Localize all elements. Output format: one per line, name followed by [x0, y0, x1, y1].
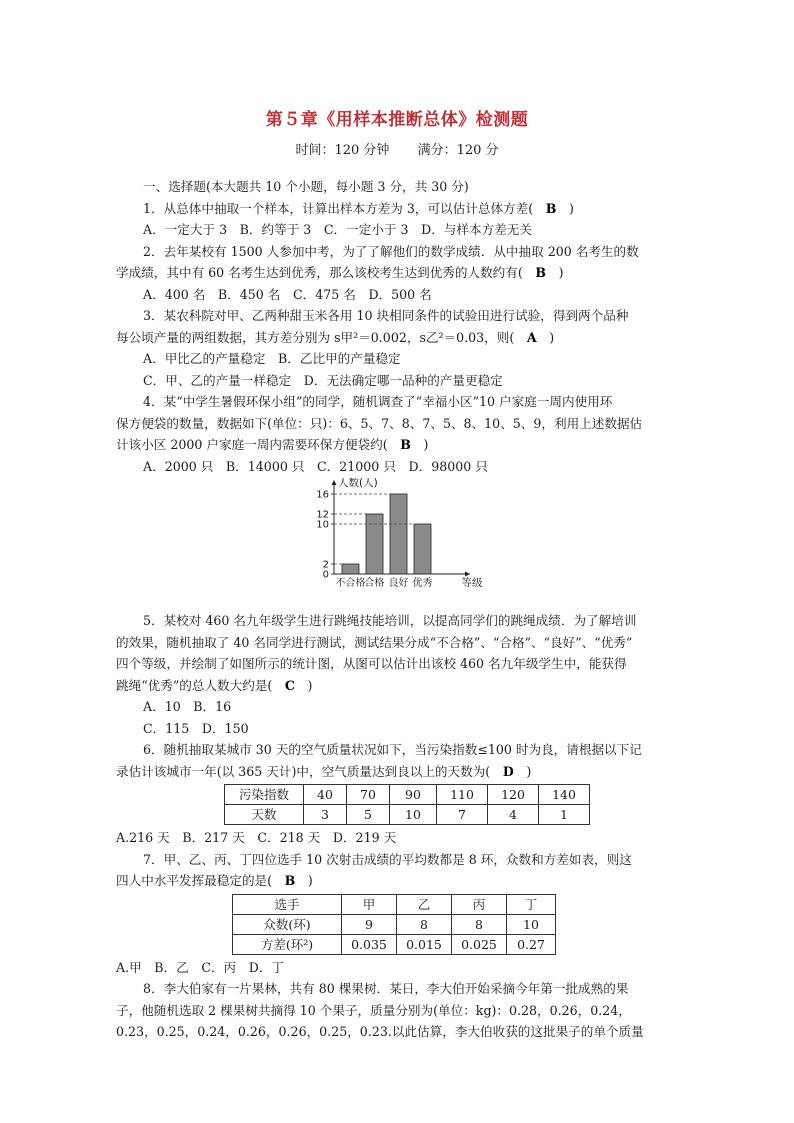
question-5-stem-line2: 的效果，随机抽取了 40 名同学进行测试，测试结果分成“不合格”、“合格”、“良好”、“优秀”	[116, 634, 633, 650]
table-cell: 0.035	[342, 934, 397, 954]
table-row	[233, 914, 556, 934]
question-6-answer: D	[502, 763, 514, 779]
bar-优秀	[414, 524, 431, 574]
bar-不合格	[342, 564, 359, 574]
question-6-stem-line2	[116, 761, 681, 783]
y-tick-label: 2	[322, 559, 329, 571]
question-1-stem	[116, 198, 681, 220]
question-7-stem-line2	[116, 870, 681, 892]
bar-chart	[312, 478, 512, 606]
table-cell: 丙	[452, 894, 507, 914]
question-6-options: A.216 天 B．217 天 C．218 天 D．219 天	[116, 830, 397, 845]
table-cell: 5	[347, 805, 390, 825]
question-8-stem-line2: 子，他随机选取 2 棵果树共摘得 10 个果子，质量分别为(单位：kg)：0.28，0.26，0.24，	[116, 1002, 631, 1018]
paren-close: )	[307, 873, 313, 888]
shooting-table	[232, 894, 556, 955]
bar-合格	[366, 514, 383, 574]
table-cell: 丁	[507, 894, 556, 914]
table-cell: 甲	[342, 894, 397, 914]
table-cell: 8	[452, 914, 507, 934]
question-2-stem-line1: 2．去年某校有 1500 人参加中考，为了了解他们的数学成绩．从中抽取 200 名考生的数	[143, 243, 639, 259]
table-cell: 10	[507, 914, 556, 934]
paren-close: )	[307, 677, 313, 693]
question-3-options-1: A．甲比乙的产量稳定 B．乙比甲的产量稳定	[143, 351, 401, 366]
question-3-answer: A	[526, 329, 537, 345]
y-axis-arrow	[332, 480, 337, 485]
question-7-answer: B	[284, 873, 296, 888]
question-7-text: 四人中水平发挥最稳定的是(	[116, 873, 273, 888]
table-cell: 污染指数	[225, 785, 304, 805]
question-7-options: A.甲 B．乙 C．丙 D．丁	[116, 959, 285, 975]
x-axis-label: 等级	[461, 577, 483, 589]
table-cell: 4	[488, 805, 539, 825]
question-5-stem-line1: 5．某校对 460 名九年级学生进行跳绳技能培训，以提高同学们的跳绳成绩．为了解培训	[143, 613, 637, 628]
table-cell: 70	[347, 785, 390, 805]
question-7-stem-line1: 7．甲、乙、丙、丁四位选手 10 次射击成绩的平均数都是 8 环，众数和方差如表，则这	[143, 851, 632, 867]
table-cell: 3	[304, 805, 347, 825]
question-1-answer: B	[545, 200, 557, 216]
y-axis-label: 人数(人)	[338, 478, 378, 489]
question-4-stem-line1: 4．某“中学生暑假环保小组”的同学，随机调查了“幸福小区”10 户家庭一周内使用环	[143, 394, 613, 409]
table-cell: 0.015	[397, 934, 452, 954]
time-limit: 时间：120 分钟	[295, 143, 390, 158]
question-8-stem-line1: 8．李大伯家有一片果林，共有 80 棵果树．某日，李大伯开始采摘今年第一批成熟的果	[143, 981, 629, 996]
table-cell: 乙	[397, 894, 452, 914]
table-cell: 10	[390, 805, 437, 825]
question-3-text: 每公顷产量的两组数据，其方差分别为 s甲²＝0.002，s乙²＝0.03，则(	[116, 329, 515, 345]
question-8-stem-line3: 0.23，0.25，0.24，0.26，0.26，0.25，0.23.以此估算，李大伯收获的这批果子的单个质量	[116, 1024, 644, 1039]
table-cell: 0.27	[507, 934, 556, 954]
table-cell: 7	[437, 805, 488, 825]
table-cell: 众数(环)	[233, 914, 342, 934]
question-4-stem-line3	[116, 434, 681, 456]
full-score: 满分：120 分	[417, 143, 499, 158]
y-tick-label: 16	[316, 489, 329, 501]
question-5-stem-line3: 四个等级，并绘制了如图所示的统计图，从图可以估计出该校 460 名九年级学生中，能获得	[116, 656, 627, 671]
question-6-stem-line1: 6．随机抽取某城市 30 天的空气质量状况如下，当污染指数≤100 时为良，请根据以下记	[143, 742, 642, 757]
table-cell: 9	[342, 914, 397, 934]
table-cell: 120	[488, 785, 539, 805]
page-title: 第５章《用样本推断总体》检测题	[265, 110, 529, 130]
paren-close: )	[558, 265, 564, 280]
question-5-options-1: A．10 B．16	[143, 699, 232, 714]
table-row	[233, 934, 556, 954]
question-3-options-2: C．甲、乙的产量一样稳定 D．无法确定哪一品种的产量更稳定	[143, 372, 503, 388]
exam-info	[0, 139, 794, 158]
question-4-text: 计该小区 2000 户家庭一周内需要环保方便袋约(	[116, 437, 388, 452]
table-cell: 方差(环²)	[233, 934, 342, 954]
table-cell: 选手	[233, 894, 342, 914]
paren-close: )	[526, 763, 532, 779]
question-5-options-2: C．115 D．150	[143, 720, 249, 736]
paren-close: )	[549, 329, 555, 345]
bar-良好	[390, 494, 407, 574]
table-cell: 110	[437, 785, 488, 805]
x-category-label: 良好	[388, 578, 409, 589]
question-2-answer: B	[535, 265, 547, 280]
question-2-options: A．400 名 B．450 名 C．475 名 D．500 名	[143, 286, 432, 302]
table-cell: 天数	[225, 805, 304, 825]
table-row	[225, 805, 590, 825]
question-6-text: 录估计该城市一年(以 365 天计)中，空气质量达到良以上的天数为(	[116, 763, 491, 779]
table-row	[225, 785, 590, 805]
section-heading: 一、选择题(本大题共 10 个小题，每小题 3 分，共 30 分)	[143, 179, 469, 194]
x-category-label: 不合格	[335, 578, 366, 589]
y-tick-label: 10	[316, 519, 329, 531]
x-category-label: 优秀	[412, 578, 433, 589]
question-list	[116, 176, 681, 1043]
question-2-stem-line2	[116, 262, 681, 284]
table-cell: 40	[304, 785, 347, 805]
question-3-stem-line2	[116, 327, 681, 349]
question-2-text: 学成绩，其中有 60 名考生达到优秀，那么该校考生达到优秀的人数约有(	[116, 265, 523, 280]
y-tick-label: 0	[322, 569, 329, 581]
bar-chart-container	[116, 478, 681, 606]
question-5-answer: C	[284, 677, 295, 693]
table-row	[233, 894, 556, 914]
table-cell: 0.025	[452, 934, 507, 954]
question-4-answer: B	[400, 437, 411, 452]
x-axis-arrow	[465, 572, 470, 577]
y-tick-label: 12	[316, 509, 329, 521]
table-cell: 90	[390, 785, 437, 805]
question-5-stem-line4	[116, 675, 681, 697]
question-5-text: 跳绳“优秀”的总人数大约是(	[116, 677, 273, 693]
question-1-text: 1．从总体中抽取一个样本，计算出样本方差为 3，可以估计总体方差(	[143, 200, 534, 216]
question-4-options: A．2000 只 B．14000 只 C．21000 只 D．98000 只	[143, 458, 488, 474]
table-cell: 1	[539, 805, 590, 825]
paren-close: )	[569, 200, 574, 216]
question-1-options: A．一定大于 3 B．约等于 3 C．一定小于 3 D．与样本方差无关	[143, 222, 532, 237]
x-category-label: 合格	[364, 578, 385, 589]
question-4-stem-line2: 保方便袋的数量，数据如下(单位：只)：6、5、7、8、7、5、8、10、5、9，利用上述数据估	[116, 415, 643, 431]
table-cell: 140	[539, 785, 590, 805]
paren-close: )	[423, 437, 429, 452]
pollution-table	[224, 784, 590, 825]
table-cell: 8	[397, 914, 452, 934]
question-3-stem-line1: 3．某农科院对甲、乙两种甜玉米各用 10 块相同条件的试验田进行试验，得到两个品种	[143, 308, 629, 323]
